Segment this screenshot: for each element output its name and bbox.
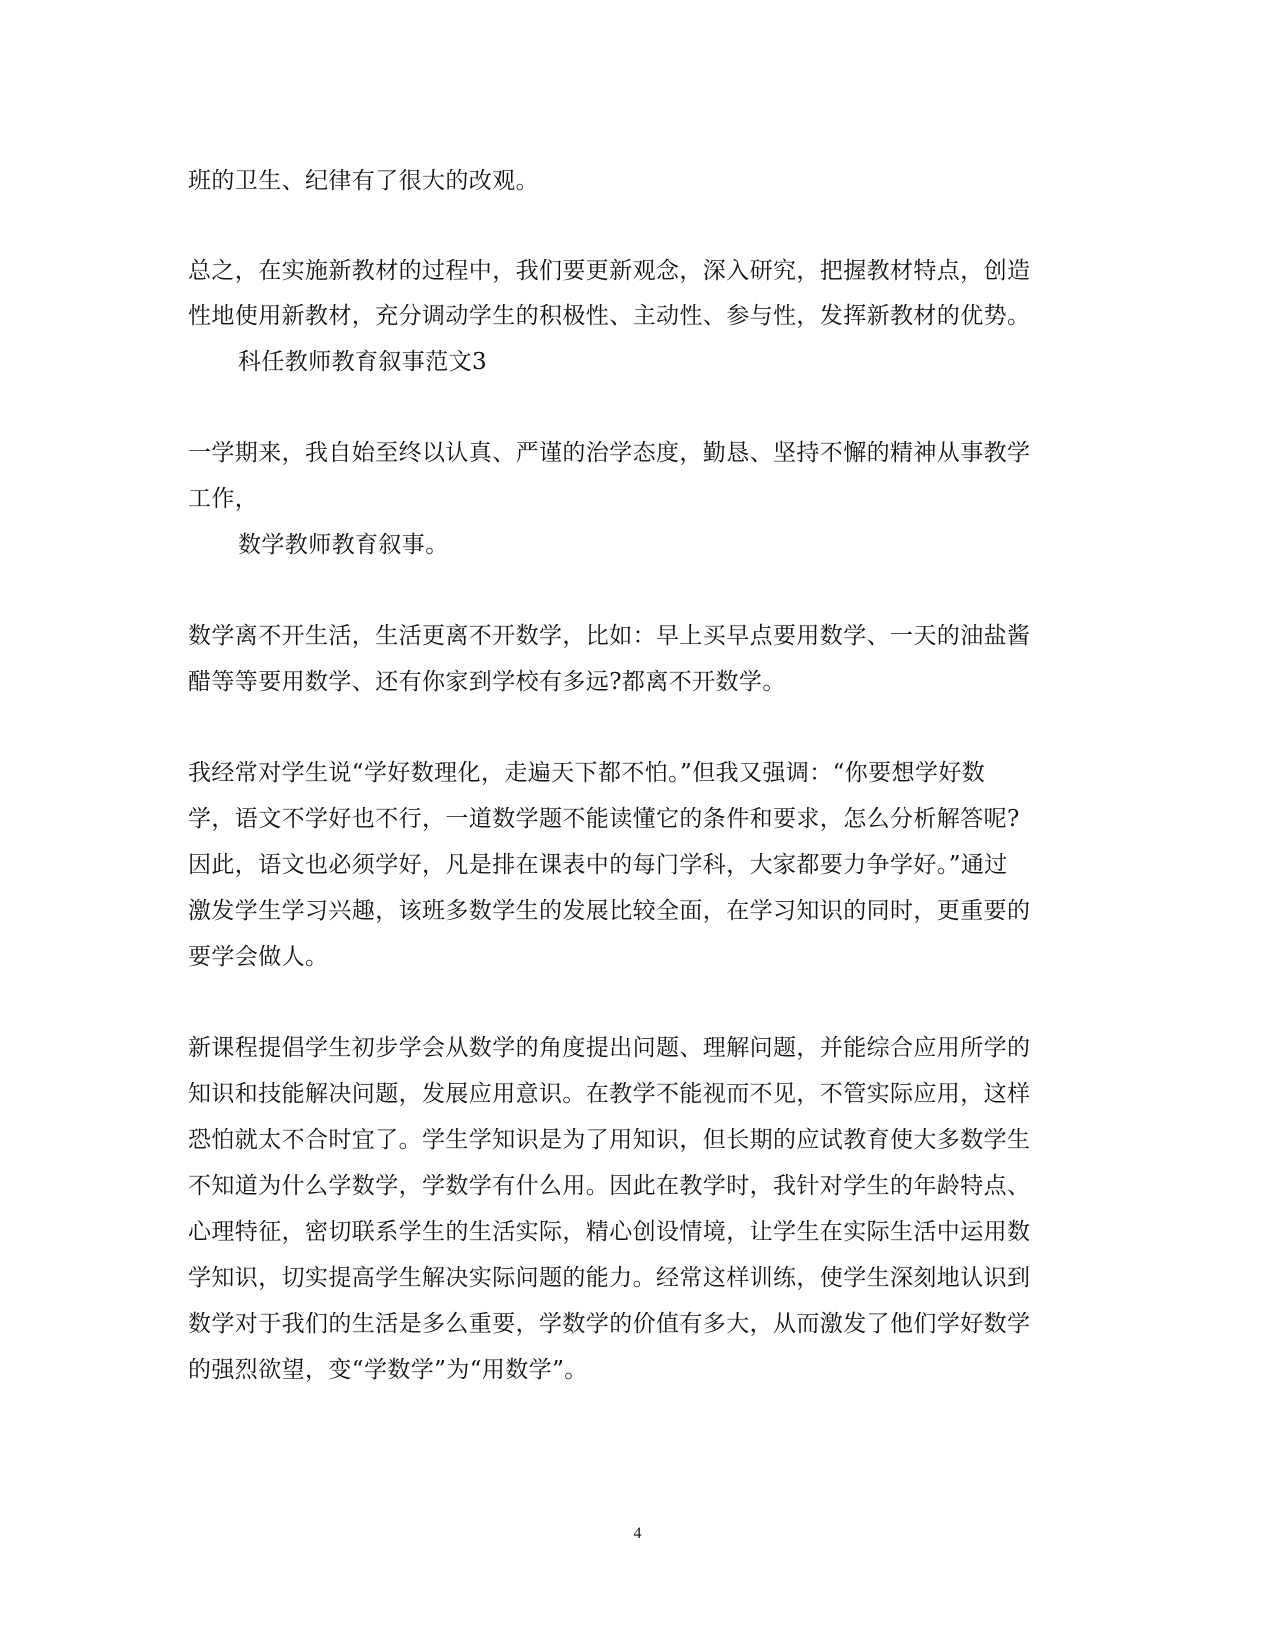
text-line: 数学对于我们的生活是多么重要，学数学的价值有多大，从而激发了他们学好数学 (188, 1311, 1031, 1337)
text-line: 数学离不开生活，生活更离不开数学，比如：早上买早点要用数学、一天的油盐酱 (188, 623, 1031, 649)
text-line: 知识和技能解决问题，发展应用意识。在教学不能视而不见，不管实际应用，这样 (188, 1081, 1031, 1107)
text-line: 新课程提倡学生初步学会从数学的角度提出问题、理解问题，并能综合应用所学的 (188, 1035, 1031, 1061)
text-line: 学，语文不学好也不行，一道数学题不能读懂它的条件和要求，怎么分析解答呢? (188, 806, 1020, 832)
text-line: 心理特征，密切联系学生的生活实际，精心创设情境，让学生在实际生活中运用数 (188, 1219, 1031, 1245)
text-line: 不知道为什么学数学，学数学有什么用。因此在教学时，我针对学生的年龄特点、 (188, 1173, 1031, 1199)
text-line: 总之，在实施新教材的过程中，我们要更新观念，深入研究，把握教材特点，创造 (188, 258, 1031, 284)
text-line: 班的卫生、纪律有了很大的改观。 (188, 168, 539, 194)
text-line: 恐怕就太不合时宜了。学生学知识是为了用知识，但长期的应试教育使大多数学生 (188, 1127, 1031, 1153)
text-line: 一学期来，我自始至终以认真、严谨的治学态度，勤恳、坚持不懈的精神从事教学 (188, 440, 1031, 466)
text-line: 醋等等要用数学、还有你家到学校有多远?都离不开数学。 (188, 669, 786, 695)
text-line: 性地使用新教材，充分调动学生的积极性、主动性、参与性，发挥新教材的优势。 (188, 303, 1031, 329)
text-line: 激发学生学习兴趣，该班多数学生的发展比较全面，在学习知识的同时，更重要的 (188, 898, 1031, 924)
text-line: 学知识，切实提高学生解决实际问题的能力。经常这样训练，使学生深刻地认识到 (188, 1265, 1031, 1291)
text-line: 要学会做人。 (188, 944, 329, 970)
text-line: 因此，语文也必须学好，凡是排在课表中的每门学科，大家都要力争学好。”通过 (188, 852, 1008, 878)
section-heading: 科任教师教育叙事范文3 (238, 349, 488, 375)
text-line: 数学教师教育叙事。 (238, 532, 449, 558)
text-line: 我经常对学生说“学好数理化，走遍天下都不怕。”但我又强调：“你要想学好数 (188, 760, 986, 786)
text-line: 工作， (188, 486, 259, 512)
text-line: 的强烈欲望，变“学数学”为“用数学”。 (188, 1357, 588, 1383)
page-number: 4 (633, 1525, 642, 1542)
